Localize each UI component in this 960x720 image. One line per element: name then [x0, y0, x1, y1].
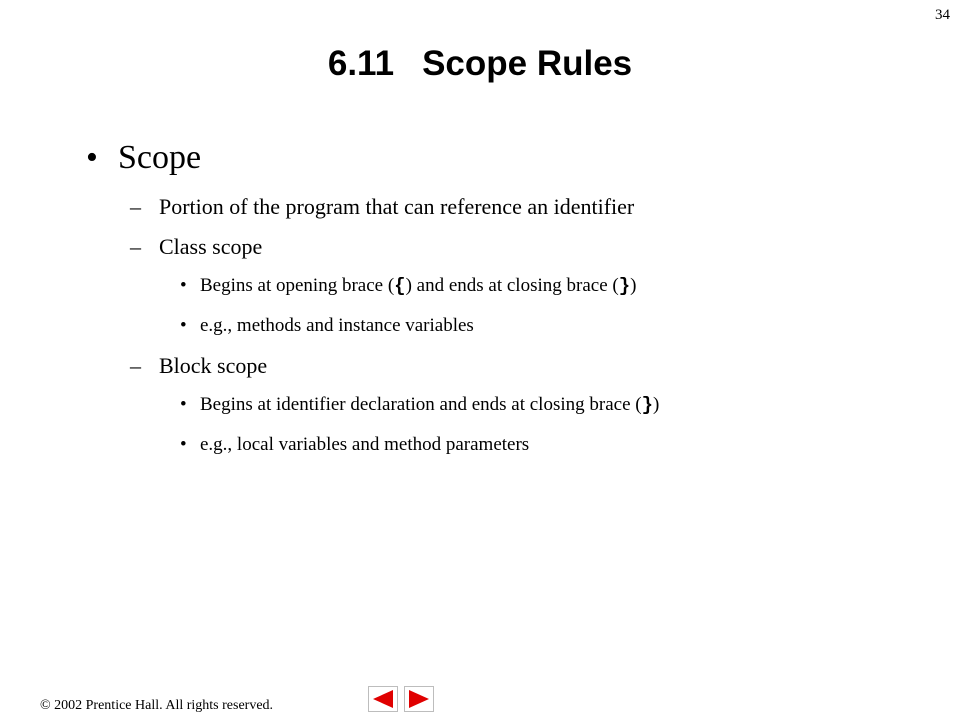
item-class-scope-text: Class scope: [159, 234, 263, 259]
dash-symbol: –: [130, 194, 141, 219]
item-block-scope-text: Block scope: [159, 353, 268, 378]
class-eg-text: e.g., methods and instance variables: [200, 315, 474, 336]
block-begins-text-a: Begins at identifier declaration and ends at closing brace (: [200, 394, 642, 415]
page-number: 34: [935, 7, 950, 23]
close-brace-code: }: [641, 394, 653, 416]
bullet-symbol: •: [180, 275, 187, 296]
right-arrow-icon: [406, 688, 432, 710]
item-block-eg: [180, 433, 529, 457]
title-text: Scope Rules: [422, 44, 633, 83]
block-begins-text-b: ): [653, 394, 660, 415]
heading-scope: Scope: [118, 139, 202, 176]
item-portion: [130, 194, 634, 220]
bullet-symbol: •: [180, 434, 187, 455]
previous-slide-button[interactable]: [368, 686, 398, 712]
bullet-symbol: •: [180, 394, 187, 415]
item-class-scope: [130, 234, 262, 260]
item-portion-text: Portion of the program that can reference an identifier: [159, 194, 635, 219]
class-begins-text-a: Begins at opening brace (: [200, 275, 395, 296]
dash-symbol: –: [130, 353, 141, 378]
next-slide-button[interactable]: [404, 686, 434, 712]
dash-symbol: –: [130, 234, 141, 259]
class-begins-text-b: ) and ends at closing brace (: [405, 275, 619, 296]
bullet-symbol: •: [180, 315, 187, 336]
item-class-eg: [180, 314, 474, 338]
slide-navigation: [368, 686, 434, 712]
item-block-begins: [180, 393, 659, 417]
copyright: © 2002 Prentice Hall. All rights reserved.: [40, 698, 274, 713]
bullet-scope: [86, 138, 201, 178]
class-begins-text-c: ): [630, 275, 637, 296]
item-class-begins: [180, 274, 636, 298]
item-block-scope: [130, 353, 267, 379]
bullet-symbol: •: [86, 139, 98, 176]
title-number: 6.11: [327, 44, 395, 83]
left-arrow-icon: [370, 688, 396, 710]
open-brace-code: {: [394, 275, 406, 297]
slide-title: [0, 44, 960, 84]
close-brace-code: }: [618, 275, 631, 297]
block-eg-text: e.g., local variables and method parameters: [200, 434, 530, 455]
